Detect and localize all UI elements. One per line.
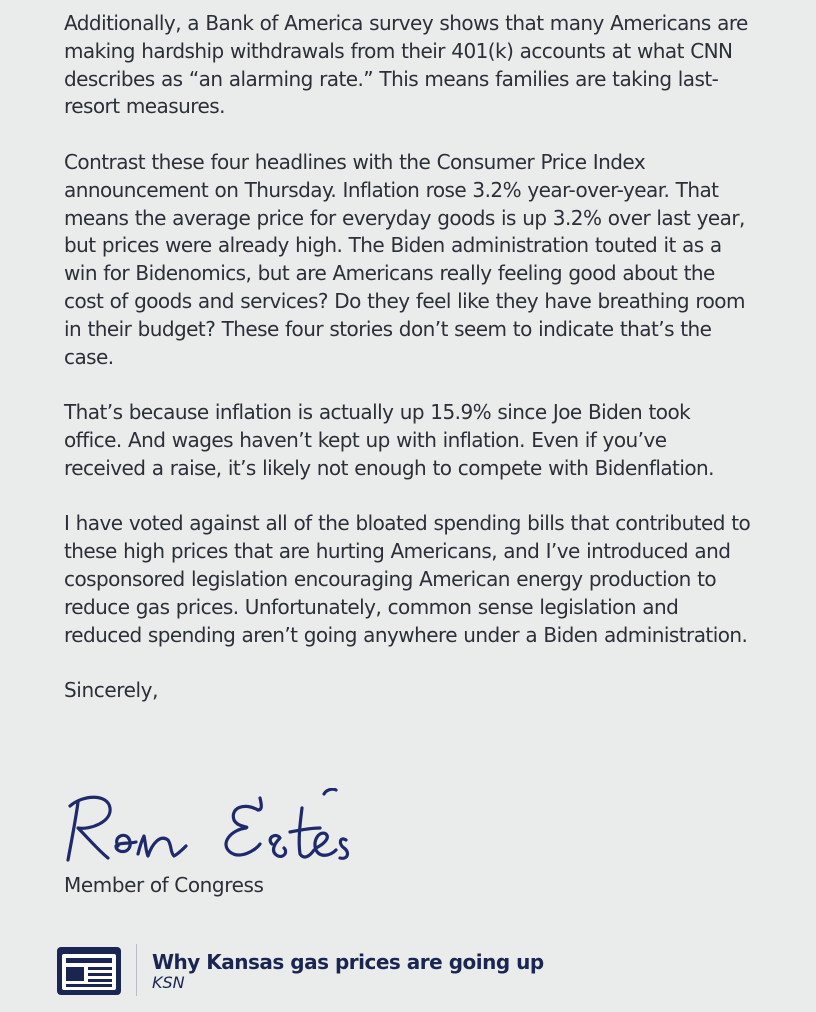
news-source: KSN (152, 973, 185, 992)
signer-title: Member of Congress (64, 873, 264, 897)
paragraph-3: That’s because inflation is actually up 15.9% since Joe Biden took office. And wages haven’t kept up with inflation. Even if you’ve received a raise, it’s likely not enough to compete with Bidenflation. (64, 400, 714, 480)
paragraph-1: Additionally, a Bank of America survey shows that many Americans are making hardship withdrawals from their 401(k) accounts at what CNN describes as “an alarming rate.” This means families are taking last-resort measures. (64, 11, 748, 119)
letter-body (64, 10, 754, 705)
handwritten-signature (64, 788, 354, 866)
news-link[interactable] (56, 944, 756, 996)
closing-salutation: Sincerely, (64, 678, 159, 703)
news-divider (136, 944, 137, 996)
paragraph-4: I have voted against all of the bloated spending bills that contributed to these high prices that are hurting Americans, and I’ve introduced and cosponsored legislation encouraging American energy production to reduce gas prices. Unfortunately, common sense legislation and reduced spending aren’t going anywhere under a Biden administration. (64, 511, 751, 647)
paragraph-2: Contrast these four headlines with the Consumer Price Index announcement on Thursday. Inflation rose 3.2% year-over-year. That means the average price for everyday goods is up 3.2% over last year, but prices were already high. The Biden administration touted it as a win for Bidenomics, but are Americans really feeling good about the cost of goods and services? Do they feel like they have breathing room in their budget? These four stories don’t seem to indicate that’s the case. (64, 149, 745, 369)
news-headline-link[interactable]: Why Kansas gas prices are going up (152, 950, 544, 974)
newspaper-icon (56, 946, 122, 996)
